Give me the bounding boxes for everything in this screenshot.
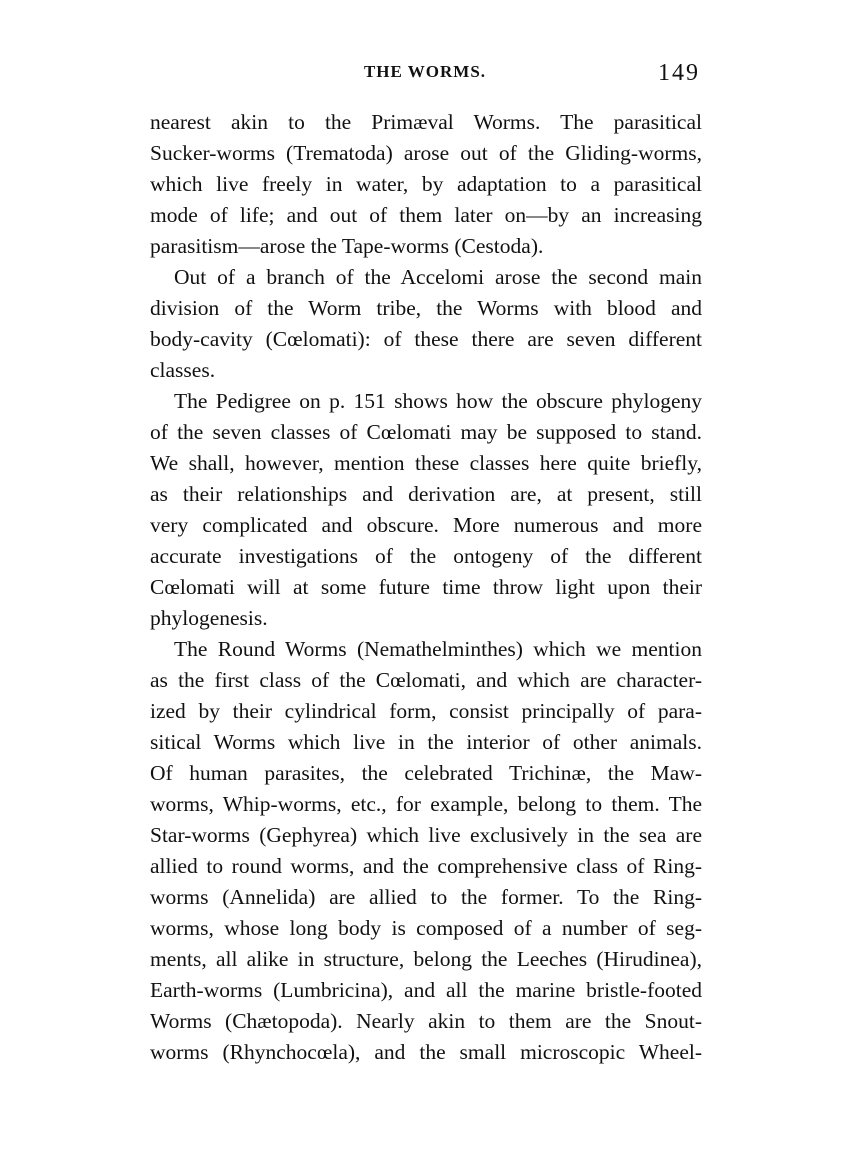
text-line: body-cavity (Cœlomati): of these there are seven different: [150, 327, 702, 351]
text-line: phylogenesis.: [150, 606, 268, 630]
text-line: Sucker-worms (Trematoda) arose out of the Gliding-worms,: [150, 141, 702, 165]
text-line: The Pedigree on p. 151 shows how the obscure phylogeny: [174, 389, 702, 413]
text-line: worms (Annelida) are allied to the former. To the Ring-: [150, 885, 702, 909]
running-head: [150, 60, 700, 88]
text-line: Out of a branch of the Accelomi arose the second main: [174, 265, 702, 289]
text-line: Cœlomati will at some future time throw light upon their: [150, 575, 702, 599]
text-line: which live freely in water, by adaptation to a parasitical: [150, 172, 702, 196]
text-line: worms, whose long body is composed of a number of seg-: [150, 916, 702, 940]
text-line: parasitism—arose the Tape-worms (Cestoda).: [150, 234, 544, 258]
text-line: very complicated and obscure. More numerous and more: [150, 513, 702, 537]
text-line: Star-worms (Gephyrea) which live exclusively in the sea are: [150, 823, 702, 847]
text-line: ized by their cylindrical form, consist principally of para-: [150, 699, 702, 723]
text-line: as the first class of the Cœlomati, and which are character-: [150, 668, 702, 692]
body-text: [150, 107, 702, 1068]
text-line: as their relationships and derivation are, at present, still: [150, 482, 702, 506]
text-line: worms, Whip-worms, etc., for example, belong to them. The: [150, 792, 702, 816]
text-line: of the seven classes of Cœlomati may be supposed to stand.: [150, 420, 702, 444]
text-line: Of human parasites, the celebrated Trichinæ, the Maw-: [150, 761, 702, 785]
text-line: ments, all alike in structure, belong the Leeches (Hirudinea),: [150, 947, 702, 971]
text-line: classes.: [150, 358, 216, 382]
text-line: division of the Worm tribe, the Worms with blood and: [150, 296, 702, 320]
text-line: sitical Worms which live in the interior of other animals.: [150, 730, 702, 754]
text-line: accurate investigations of the ontogeny of the different: [150, 544, 702, 568]
text-line: The Round Worms (Nemathelminthes) which we mention: [174, 637, 702, 661]
page-number: 149: [658, 60, 700, 86]
text-line: worms (Rhynchocœla), and the small microscopic Wheel-: [150, 1040, 702, 1064]
text-line: Worms (Chætopoda). Nearly akin to them are the Snout-: [150, 1009, 702, 1033]
text-line: allied to round worms, and the comprehensive class of Ring-: [150, 854, 702, 878]
text-line: We shall, however, mention these classes here quite briefly,: [150, 451, 702, 475]
running-title: THE WORMS.: [363, 62, 487, 81]
text-line: mode of life; and out of them later on—by an increasing: [150, 203, 702, 227]
text-line: nearest akin to the Primæval Worms. The parasitical: [150, 110, 702, 134]
text-line: Earth-worms (Lumbricina), and all the marine bristle-footed: [150, 978, 702, 1002]
